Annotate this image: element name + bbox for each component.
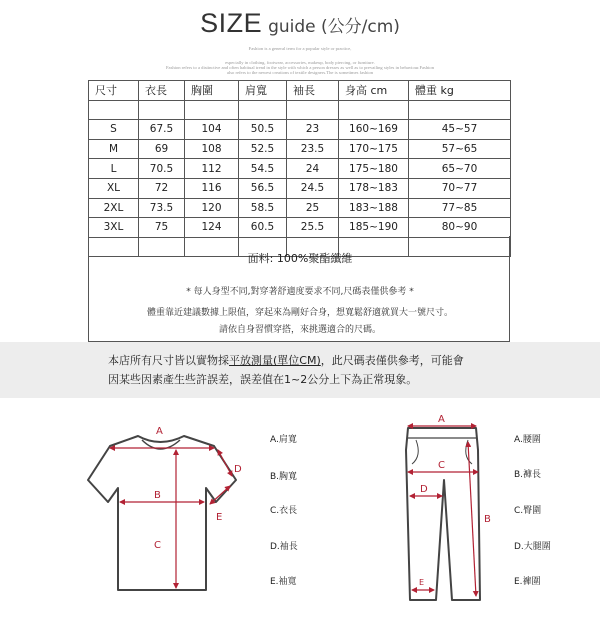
letter-c: C — [438, 460, 445, 471]
table-cell: 175~180 — [339, 159, 409, 179]
letter-d: D — [234, 464, 242, 475]
note-line-3: 請依自身習慣穿搭，來挑選適合的尺碼。 — [218, 325, 381, 335]
size-table — [88, 80, 511, 257]
table-cell: L — [89, 159, 139, 179]
table-cell: XL — [89, 178, 139, 198]
table-cell: 45~57 — [409, 120, 511, 140]
fine-print-4: also refers to the newest creations of textile designers.The is sometimes fashion — [226, 70, 374, 75]
table-cell: 170~175 — [339, 139, 409, 159]
letter-e: E — [216, 512, 223, 523]
table-cell: 73.5 — [139, 198, 185, 218]
table-cell: 112 — [185, 159, 239, 179]
table-cell: 124 — [185, 218, 239, 238]
table-cell: 80~90 — [409, 218, 511, 238]
letter-e: E — [419, 578, 425, 587]
letter-c: C — [154, 540, 161, 551]
table-cell: 52.5 — [239, 139, 287, 159]
table-row — [89, 198, 511, 218]
disclaimer-text: 本店所有尺寸皆以實物採 — [108, 354, 229, 367]
table-cell: 70.5 — [139, 159, 185, 179]
material-text: 面料: 100%聚酯纖維 — [247, 252, 353, 265]
table-cell: 104 — [185, 120, 239, 140]
shirt-legend-b: B.胸寬 — [270, 472, 298, 482]
disclaimer-text: ，此尺碼表僅供參考，可能會 — [320, 354, 464, 367]
header-cell: 尺寸 — [89, 81, 139, 101]
table-row — [89, 139, 511, 159]
fine-print-1: Fashion is a general term for a popular style or practice, — [248, 46, 352, 51]
fine-print-3: Fashion refers to a distinctive and often habitual trend in the style with which a person dresses as well as to prevailing styles in behaviour.Fashion — [165, 65, 435, 70]
table-cell: 65~70 — [409, 159, 511, 179]
header-cell: 體重 kg — [409, 81, 511, 101]
table-cell: 23.5 — [287, 139, 339, 159]
shirt-legend-c: C.衣長 — [270, 506, 298, 516]
tshirt-outline — [88, 436, 236, 590]
note-line-2: 體重靠近建議數據上限值，穿起來為剛好合身，想寬鬆舒適就買大一號尺寸。 — [146, 308, 453, 318]
table-header-row — [89, 81, 511, 101]
shirt-legend-d: D.袖長 — [270, 542, 298, 552]
header-cell: 肩寬 — [239, 81, 287, 101]
letter-a: A — [156, 426, 163, 437]
table-cell: 25.5 — [287, 218, 339, 238]
table-cell: 25 — [287, 198, 339, 218]
pants-legend-c: C.臀圍 — [514, 506, 542, 516]
table-cell: 69 — [139, 139, 185, 159]
table-cell: 58.5 — [239, 198, 287, 218]
table-cell: 120 — [185, 198, 239, 218]
pants-legend-d: D.大腿圍 — [514, 542, 551, 552]
fine-print-2: especially in clothing, footwear, accessories, makeup, body piercing, or furniture. — [225, 60, 375, 65]
table-cell: 183~188 — [339, 198, 409, 218]
table-cell: S — [89, 120, 139, 140]
tshirt-diagram — [80, 414, 255, 610]
title-main: SIZE — [200, 8, 263, 38]
letter-b: B — [154, 490, 161, 501]
table-cell: M — [89, 139, 139, 159]
table-cell: 108 — [185, 139, 239, 159]
table-row — [89, 159, 511, 179]
table-cell: 56.5 — [239, 178, 287, 198]
letter-a: A — [438, 414, 445, 425]
shirt-legend-e: E.袖寬 — [270, 577, 297, 587]
pants-diagram — [392, 410, 502, 610]
table-cell: 24.5 — [287, 178, 339, 198]
disclaimer-band — [0, 342, 600, 398]
header-cell: 身高 cm — [339, 81, 409, 101]
disclaimer-line-1 — [108, 352, 464, 368]
disclaimer-underline: 平放測量(單位CM) — [229, 354, 321, 367]
header-cell: 衣長 — [139, 81, 185, 101]
table-cell: 23 — [287, 120, 339, 140]
shirt-legend-a: A.肩寬 — [270, 435, 297, 445]
note-line-1: * 每人身型不同,對穿著舒適度要求不同,尺碼表僅供參考 * — [186, 287, 414, 297]
table-cell: 178~183 — [339, 178, 409, 198]
table-row — [89, 178, 511, 198]
table-cell: 72 — [139, 178, 185, 198]
disclaimer-line-2: 因某些因素產生些許誤差，誤差值在1~2公分上下為正常現象。 — [108, 373, 418, 386]
letter-b: B — [484, 514, 491, 525]
table-cell: 2XL — [89, 198, 139, 218]
table-cell: 70~77 — [409, 178, 511, 198]
title-sub: guide (公分/cm) — [268, 17, 400, 37]
pants-legend-e: E.褲圍 — [514, 577, 541, 587]
table-cell: 77~85 — [409, 198, 511, 218]
pants-legend-a: A.腰圍 — [514, 435, 541, 445]
table-cell: 50.5 — [239, 120, 287, 140]
header-cell: 胸圍 — [185, 81, 239, 101]
table-cell: 75 — [139, 218, 185, 238]
table-cell: 3XL — [89, 218, 139, 238]
table-cell: 160~169 — [339, 120, 409, 140]
table-cell: 67.5 — [139, 120, 185, 140]
size-guide-title — [0, 8, 600, 39]
table-cell: 57~65 — [409, 139, 511, 159]
table-cell: 60.5 — [239, 218, 287, 238]
table-cell: 24 — [287, 159, 339, 179]
table-cell: 185~190 — [339, 218, 409, 238]
table-spacer-row — [89, 100, 511, 120]
header-cell: 袖長 — [287, 81, 339, 101]
table-cell: 54.5 — [239, 159, 287, 179]
table-row — [89, 120, 511, 140]
table-cell: 116 — [185, 178, 239, 198]
table-row — [89, 218, 511, 238]
pants-legend-b: B.褲長 — [514, 470, 542, 480]
letter-d: D — [420, 484, 428, 495]
